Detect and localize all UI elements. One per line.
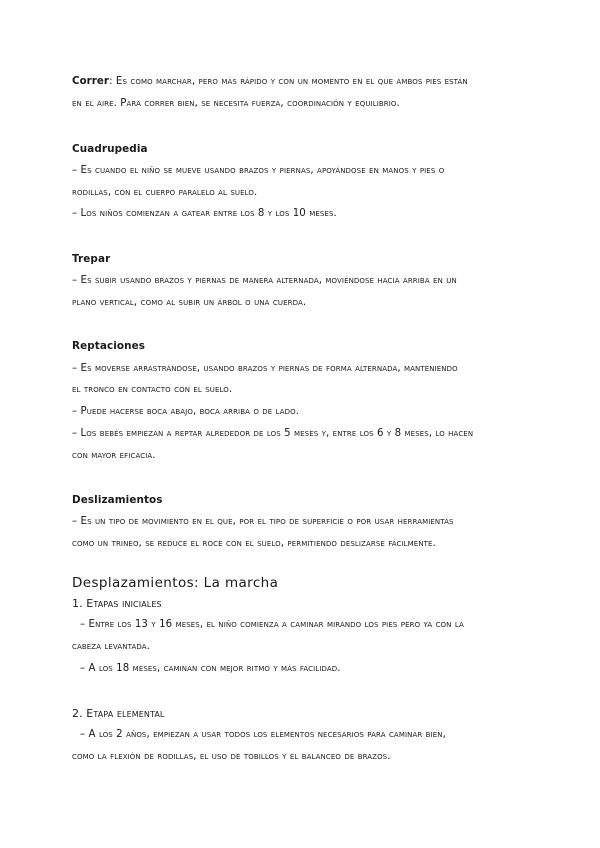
cuadrupedia-line-3: – Los niños comienzan a gatear entre los 8 y los 10 meses.: [72, 208, 337, 219]
reptaciones-line-2: el tronco en contacto con el suelo.: [72, 384, 233, 395]
reptaciones-line-3: – Puede hacerse boca abajo, boca arriba o de lado.: [72, 406, 300, 417]
correr-definition: : Es como marchar, pero más rápido y con un momento en el que ambos pies están: [109, 76, 468, 87]
etapa2-heading: 2. Etapa elemental: [72, 707, 165, 720]
deslizamientos-heading: Deslizamientos: [72, 494, 163, 506]
reptaciones-heading: Reptaciones: [72, 340, 146, 352]
reptaciones-line-5: con mayor eficacia.: [72, 450, 156, 461]
correr-term: Correr: [72, 76, 110, 87]
trepar-line-2: plano vertical, como al subir un árbol o una cuerda.: [72, 297, 307, 308]
etapa1-heading: 1. Etapas iniciales: [72, 597, 162, 610]
reptaciones-line-1: – Es moverse arrastrándose, usando brazos y piernas de forma alternada, manteniendo: [72, 363, 458, 374]
cuadrupedia-heading: Cuadrupedia: [72, 143, 148, 155]
cuadrupedia-line-2: rodillas, con el cuerpo paralelo al suelo.: [72, 187, 258, 198]
trepar-line-1: – Es subir usando brazos y piernas de manera alternada, moviéndose hacia arriba en un: [72, 275, 457, 286]
trepar-heading: Trepar: [72, 253, 111, 265]
correr-paragraph-line-1: [72, 76, 468, 87]
etapa1-line-1: – Entre los 13 y 16 meses, el niño comienza a caminar mirando los pies pero ya con la: [80, 619, 464, 630]
reptaciones-line-4: – Los bebés empiezan a reptar alrededor de los 5 meses y, entre los 6 y 8 meses, lo hacen: [72, 428, 474, 439]
etapa2-line-2: como la flexión de rodillas, el uso de tobillos y el balanceo de brazos.: [72, 751, 391, 762]
deslizamientos-line-1: – Es un tipo de movimiento en el que, por el tipo de superficie o por usar herramientas: [72, 516, 454, 527]
etapa2-line-1: – A los 2 años, empiezan a usar todos los elementos necesarios para caminar bien,: [80, 729, 446, 740]
deslizamientos-line-2: como un trineo, se reduce el roce con el suelo, permitiendo deslizarse fácilmente.: [72, 538, 436, 549]
marcha-heading: Desplazamientos: La marcha: [72, 575, 279, 591]
etapa1-line-3: – A los 18 meses, caminan con mejor ritmo y más facilidad.: [80, 663, 341, 674]
etapa1-line-2: cabeza levantada.: [72, 641, 150, 652]
cuadrupedia-line-1: – Es cuando el niño se mueve usando brazos y piernas, apoyándose en manos y pies o: [72, 165, 445, 176]
correr-paragraph-line-2: en el aire. Para correr bien, se necesita fuerza, coordinación y equilibrio.: [72, 98, 400, 109]
